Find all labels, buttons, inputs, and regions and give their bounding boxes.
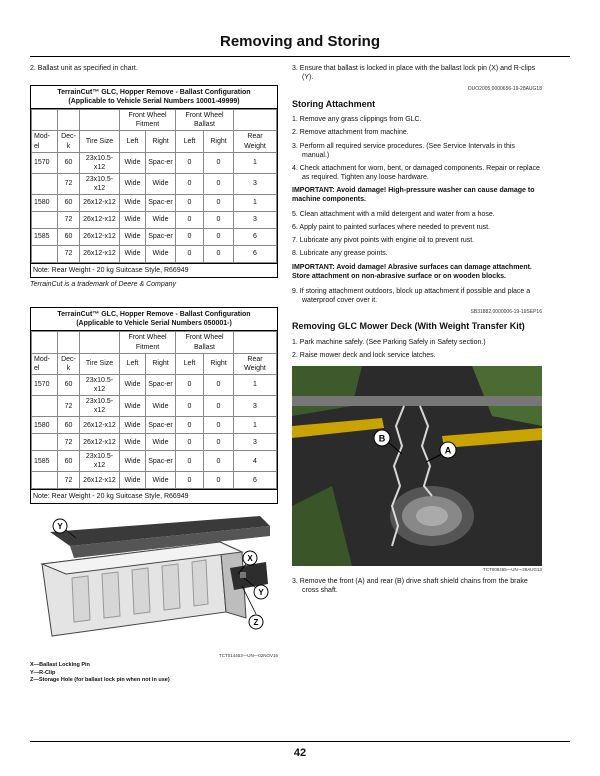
table-cell-deck: 60 (58, 451, 80, 472)
storing-step: 8. Lubricate any grease points. (292, 250, 388, 258)
figure-1-caption: TCT014453—UN—02NOV16 (218, 653, 278, 659)
removing-step: 2. Raise mower deck and lock service latches. (292, 352, 436, 360)
header-deck: Dec-k (58, 131, 80, 152)
table-cell-model (32, 395, 58, 416)
important-notice-2: IMPORTANT: Avoid damage! Abrasive surfaces can damage attachment. Store attachment on non-abrasive surface or on wooden blocks. (292, 263, 532, 280)
table-cell-model: 1585 (32, 451, 58, 472)
table-cell-br: 0 (204, 212, 234, 229)
header-tire-size: Tire Size (80, 353, 120, 374)
reference-code-1: OUO2005,0000656-19-28AUG18 (467, 86, 542, 93)
table-cell-model (32, 472, 58, 489)
table-cell-right: Spac-er (146, 417, 176, 434)
table-row (32, 195, 277, 212)
table-cell-left: Wide (120, 246, 146, 263)
table-cell-br: 0 (204, 229, 234, 246)
table-cell-bl: 0 (176, 451, 204, 472)
table-cell-br: 0 (204, 152, 234, 173)
table-cell-tire: 26x12-x12 (80, 472, 120, 489)
table-cell-tire: 26x12-x12 (80, 417, 120, 434)
table-cell-bl: 0 (176, 173, 204, 194)
reference-code-2: SB31882,0000006-19-19SEP16 (470, 308, 542, 315)
header-rule (30, 56, 570, 57)
table-cell-right: Spac-er (146, 374, 176, 395)
table-row (32, 229, 277, 246)
header-deck: Dec-k (58, 353, 80, 374)
table-cell-model: 1585 (32, 229, 58, 246)
removing-heading: Removing GLC Mower Deck (With Weight Transfer Kit) (292, 321, 525, 332)
table-cell-bl: 0 (176, 395, 204, 416)
table-cell-deck: 72 (58, 212, 80, 229)
table-cell-rear: 3 (234, 173, 277, 194)
drive-shaft-photo (292, 366, 542, 566)
table-cell-bl: 0 (176, 212, 204, 229)
table-cell-rear: 3 (234, 434, 277, 451)
remove-chains-step: 3. Remove the front (A) and rear (B) drive shaft shield chains from the brake cross shaft. (292, 578, 528, 595)
figure-legend (30, 662, 278, 684)
legend-x: X—Ballast Locking Pin (30, 662, 90, 669)
callout-x: X (247, 554, 253, 564)
storing-step: 2. Remove attachment from machine. (292, 129, 409, 137)
table-cell-left: Wide (120, 212, 146, 229)
table-cell-deck: 72 (58, 173, 80, 194)
header-left: Left (176, 131, 204, 152)
callout-y-2: Y (258, 588, 264, 598)
ensure-ballast-step: 3. Ensure that ballast is locked in place with the ballast lock pin (X) and R-clips (Y). (292, 65, 536, 82)
header-left: Left (176, 353, 204, 374)
header-left: Left (120, 131, 146, 152)
table-row (32, 417, 277, 434)
left-column (30, 64, 278, 685)
table-cell-bl: 0 (176, 229, 204, 246)
header-right: Right (146, 353, 176, 374)
table-2-title-line2: (Applicable to Vehicle Serial Numbers 050001-) (76, 320, 232, 328)
table-2-note: Note: Rear Weight - 20 kg Suitcase Style, R66949 (31, 489, 277, 503)
table-cell-deck: 60 (58, 229, 80, 246)
header-front-wheel-fitment: Front Wheel Fitment (120, 332, 176, 353)
table-cell-deck: 72 (58, 472, 80, 489)
table-cell-right: Wide (146, 246, 176, 263)
table-cell-left: Wide (120, 417, 146, 434)
table-cell-model: 1570 (32, 152, 58, 173)
table-cell-bl: 0 (176, 374, 204, 395)
table-1-title (31, 86, 277, 109)
table-2-title (31, 308, 277, 331)
storing-step: 3. Perform all required service procedures. (See Service Intervals in this manual.) (292, 142, 515, 159)
storing-step: 4. Check attachment for worn, bent, or damaged components. Repair or replace as required. Tighten any loose hardware. (292, 164, 540, 181)
table-cell-tire: 23x10.5-x12 (80, 173, 120, 194)
removing-step: 1. Park machine safely. (See Parking Safely in Safety section.) (292, 339, 486, 347)
table-cell-left: Wide (120, 173, 146, 194)
table-cell-rear: 3 (234, 395, 277, 416)
table-cell-rear: 6 (234, 246, 277, 263)
table-cell-deck: 60 (58, 417, 80, 434)
page-number: 42 (293, 747, 307, 759)
table-cell-deck: 60 (58, 152, 80, 173)
table-cell-rear: 3 (234, 212, 277, 229)
table-cell-rear: 1 (234, 195, 277, 212)
table-cell-model (32, 173, 58, 194)
callout-a: A (444, 445, 452, 456)
table-cell-deck: 60 (58, 195, 80, 212)
table-2-grid (31, 331, 277, 489)
table-row (32, 451, 277, 472)
table-cell-right: Wide (146, 434, 176, 451)
table-cell-left: Wide (120, 229, 146, 246)
table-cell-rear: 1 (234, 417, 277, 434)
important-notice-1: IMPORTANT: Avoid damage! High-pressure washer can cause damage to machine components. (292, 186, 535, 204)
table-cell-bl: 0 (176, 472, 204, 489)
right-column (292, 64, 542, 599)
storing-steps-2 (292, 210, 542, 258)
table-cell-tire: 23x10.5-x12 (80, 395, 120, 416)
page-title: Removing and Storing (219, 33, 380, 50)
table-cell-tire: 26x12-x12 (80, 212, 120, 229)
table-cell-model (32, 246, 58, 263)
header-rear-weight: Rear Weight (234, 353, 277, 374)
table-row (32, 374, 277, 395)
table-cell-deck: 60 (58, 374, 80, 395)
table-cell-bl: 0 (176, 152, 204, 173)
table-cell-bl: 0 (176, 195, 204, 212)
table-row (32, 395, 277, 416)
table-cell-model: 1570 (32, 374, 58, 395)
drive-shaft-figure (292, 366, 542, 566)
ballast-figure (30, 512, 278, 652)
table-cell-deck: 72 (58, 246, 80, 263)
header-model: Mod-el (32, 131, 58, 152)
table-cell-left: Wide (120, 152, 146, 173)
table-cell-right: Wide (146, 173, 176, 194)
trademark-note: TerrainCut is a trademark of Deere & Company (30, 281, 177, 289)
header-rear-weight: Rear Weight (234, 131, 277, 152)
table-cell-br: 0 (204, 246, 234, 263)
ballast-intro: 2. Ballast unit as specified in chart. (30, 65, 138, 72)
callout-y-1: Y (57, 522, 63, 532)
table-cell-model (32, 434, 58, 451)
table-row (32, 212, 277, 229)
storing-step: 5. Clean attachment with a mild detergent and water from a hose. (292, 211, 495, 219)
table-1-grid (31, 109, 277, 263)
ballast-illustration (30, 512, 278, 652)
table-cell-bl: 0 (176, 246, 204, 263)
table-cell-bl: 0 (176, 417, 204, 434)
footer-rule (30, 741, 570, 742)
header-tire-size: Tire Size (80, 131, 120, 152)
table-row (32, 152, 277, 173)
table-cell-tire: 23x10.5-x12 (80, 374, 120, 395)
table-cell-br: 0 (204, 451, 234, 472)
table-cell-br: 0 (204, 374, 234, 395)
figure-2-caption: TCT008465—UN—28AUG13 (482, 567, 542, 573)
table-cell-right: Wide (146, 395, 176, 416)
table-cell-rear: 6 (234, 472, 277, 489)
table-cell-rear: 4 (234, 451, 277, 472)
table-cell-br: 0 (204, 417, 234, 434)
ballast-table-1 (30, 85, 278, 278)
legend-y: Y—R-Clip (30, 669, 56, 676)
table-row (32, 173, 277, 194)
table-cell-model: 1580 (32, 417, 58, 434)
header-left: Left (120, 353, 146, 374)
table-cell-bl: 0 (176, 434, 204, 451)
table-cell-right: Spac-er (146, 195, 176, 212)
table-cell-tire: 26x12-x12 (80, 434, 120, 451)
callout-b: B (378, 433, 386, 444)
table-cell-br: 0 (204, 472, 234, 489)
table-2-title-line1: TerrainCut™ GLC, Hopper Remove - Ballast Configuration (57, 311, 251, 319)
table-cell-model (32, 212, 58, 229)
header-right: Right (146, 131, 176, 152)
table-cell-left: Wide (120, 395, 146, 416)
table-cell-tire: 23x10.5-x12 (80, 451, 120, 472)
header-front-wheel-ballast: Front Wheel Ballast (176, 110, 234, 131)
table-cell-deck: 72 (58, 434, 80, 451)
table-cell-right: Spac-er (146, 229, 176, 246)
storing-step: 1. Remove any grass clippings from GLC. (292, 116, 422, 124)
header-model: Mod-el (32, 353, 58, 374)
table-1-note: Note: Rear Weight - 20 kg Suitcase Style, R66949 (31, 263, 277, 277)
table-row (32, 434, 277, 451)
legend-z: Z—Storage Hole (for ballast lock pin when not in use) (30, 677, 170, 684)
table-cell-br: 0 (204, 395, 234, 416)
header-front-wheel-ballast: Front Wheel Ballast (176, 332, 234, 353)
table-cell-tire: 23x10.5-x12 (80, 152, 120, 173)
table-cell-br: 0 (204, 434, 234, 451)
header-right: Right (204, 131, 234, 152)
table-cell-tire: 26x12-x12 (80, 246, 120, 263)
callout-z: Z (253, 618, 259, 628)
table-row (32, 472, 277, 489)
table-cell-tire: 26x12-x12 (80, 195, 120, 212)
table-cell-rear: 6 (234, 229, 277, 246)
table-1-title-line2: (Applicable to Vehicle Serial Numbers 10001-49999) (68, 98, 240, 106)
table-cell-right: Spac-er (146, 451, 176, 472)
table-cell-left: Wide (120, 472, 146, 489)
table-cell-left: Wide (120, 374, 146, 395)
ballast-table-2 (30, 307, 278, 504)
header-front-wheel-fitment: Front Wheel Fitment (120, 110, 176, 131)
table-cell-deck: 72 (58, 395, 80, 416)
table-row (32, 246, 277, 263)
table-1-title-line1: TerrainCut™ GLC, Hopper Remove - Ballast Configuration (57, 89, 251, 97)
table-cell-model: 1580 (32, 195, 58, 212)
table-cell-br: 0 (204, 173, 234, 194)
header-right: Right (204, 353, 234, 374)
table-cell-left: Wide (120, 451, 146, 472)
table-cell-right: Wide (146, 472, 176, 489)
storing-step: 6. Apply paint to painted surfaces where needed to prevent rust. (292, 224, 491, 232)
table-cell-rear: 1 (234, 374, 277, 395)
storing-steps (292, 115, 542, 182)
storing-step-9: 9. If storing attachment outdoors, block up attachment if possible and place a waterproof cover over it. (292, 287, 531, 304)
table-cell-right: Wide (146, 212, 176, 229)
table-cell-left: Wide (120, 195, 146, 212)
storing-step: 7. Lubricate any pivot points with engine oil to prevent rust. (292, 237, 475, 245)
table-cell-right: Spac-er (146, 152, 176, 173)
table-cell-left: Wide (120, 434, 146, 451)
table-cell-tire: 26x12-x12 (80, 229, 120, 246)
table-cell-br: 0 (204, 195, 234, 212)
storing-heading: Storing Attachment (292, 98, 376, 109)
table-cell-rear: 1 (234, 152, 277, 173)
